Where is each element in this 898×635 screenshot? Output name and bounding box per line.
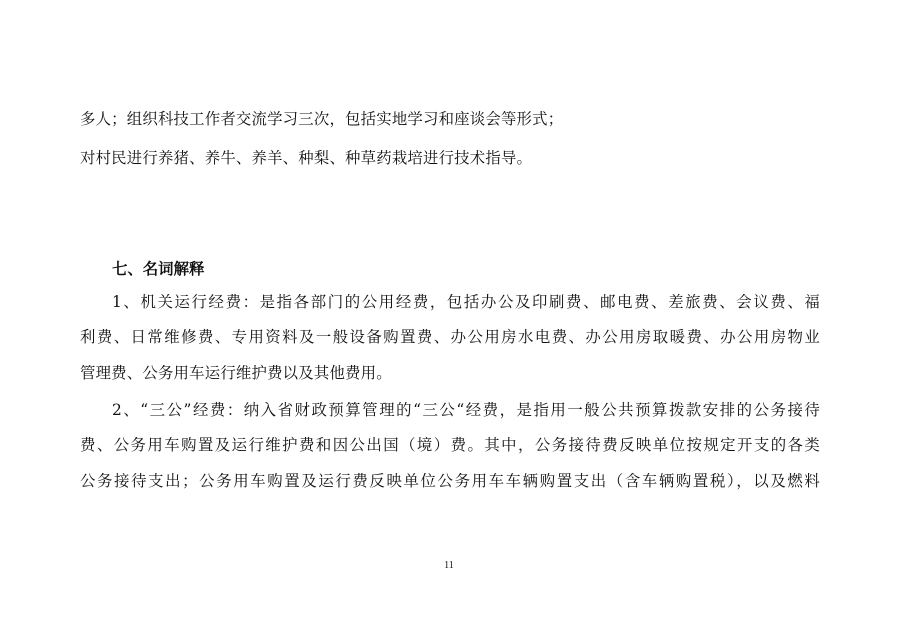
section-heading: 七、名词解释 <box>112 260 205 278</box>
text-line: 对村民进行养猪、养牛、养羊、种梨、种草药栽培进行技术指导。 <box>80 149 533 167</box>
text-line: 多人；组织科技工作者交流学习三次，包括实地学习和座谈会等形式； <box>80 110 564 128</box>
page-number: 11 <box>444 560 454 571</box>
paragraph-line: 费、公务用车购置及运行维护费和因公出国（境）费。其中，公务接待费反映单位按规定开支的各类 <box>80 436 820 454</box>
paragraph-line: 利费、日常维修费、专用资料及一般设备购置费、办公用房水电费、办公用房取暖费、办公用房物业 <box>80 328 820 346</box>
paragraph-line: 1、机关运行经费：是指各部门的公用经费，包括办公及印刷费、邮电费、差旅费、会议费、福 <box>112 293 820 311</box>
paragraph-line: 2、“三公”经费：纳入省财政预算管理的“三公“经费，是指用一般公共预算拨款安排的公务接待 <box>112 401 820 419</box>
paragraph-line: 公务接待支出；公务用车购置及运行费反映单位公务用车车辆购置支出（含车辆购置税），以及燃料 <box>80 472 820 490</box>
paragraph-line: 管理费、公务用车运行维护费以及其他费用。 <box>80 364 392 382</box>
